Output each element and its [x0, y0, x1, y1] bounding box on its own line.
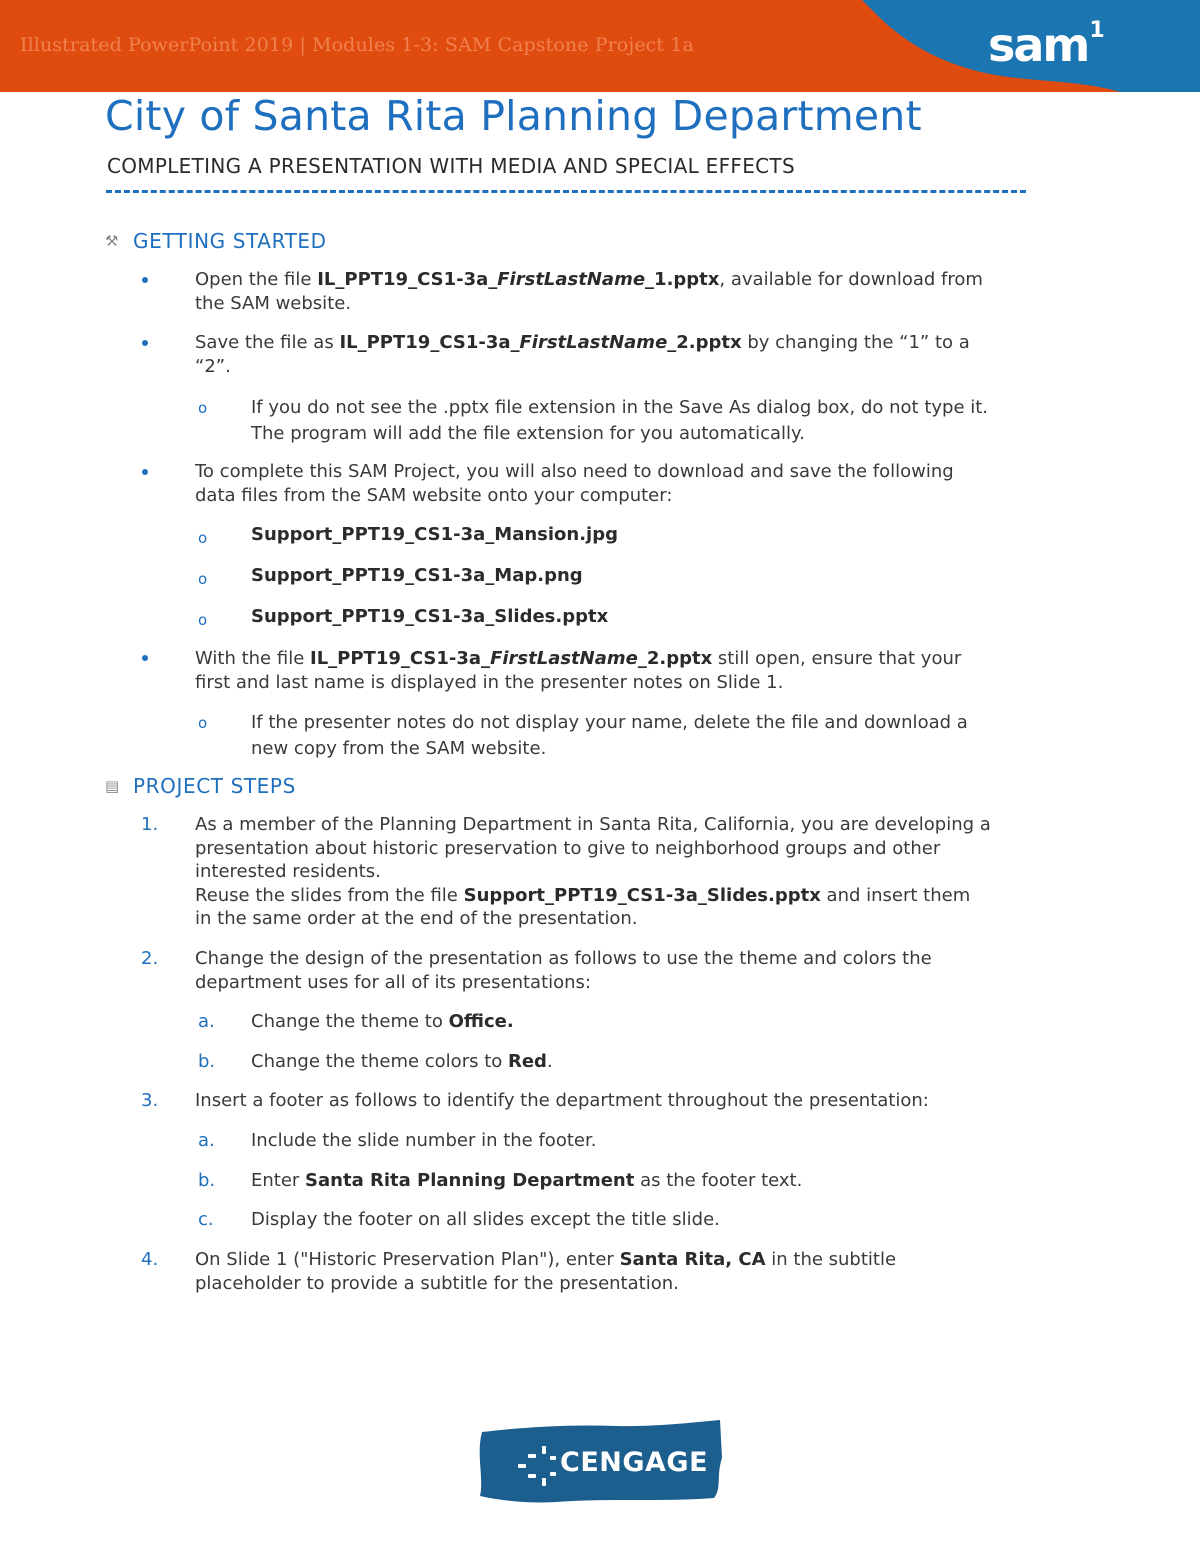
step-number: 2.	[141, 948, 159, 969]
list-item: On Slide 1 ("Historic Preservation Plan"), enter Santa Rita, CA in the subtitle placeholder to provide a subtitle for the presentation.	[195, 1249, 897, 1294]
list-item: Insert a footer as follows to identify the department throughout the presentation:	[195, 1090, 929, 1111]
step-letter: b.	[198, 1051, 216, 1072]
tools-icon: ⚒	[105, 232, 120, 250]
step-number: 1.	[141, 814, 159, 835]
bullet-icon	[142, 277, 148, 283]
page-title: City of Santa Rita Planning Department	[105, 92, 922, 140]
sub-bullet-icon: o	[198, 399, 208, 417]
bullet-icon	[142, 655, 148, 661]
bullet-icon	[142, 340, 148, 346]
step-letter: c.	[198, 1209, 214, 1230]
list-item: Open the file IL_PPT19_CS1-3a_FirstLastName_1.pptx, available for download from the SAM website.	[195, 269, 983, 314]
section-getting-started: ⚒ GETTING STARTED	[105, 229, 327, 253]
step-letter: b.	[198, 1170, 216, 1191]
list-item: Save the file as IL_PPT19_CS1-3a_FirstLastName_2.pptx by changing the “1” to a “2”.	[195, 332, 970, 377]
list-item: Support_PPT19_CS1-3a_Map.png	[251, 565, 583, 586]
list-item: Change the theme to Office.	[251, 1011, 514, 1032]
list-item: With the file IL_PPT19_CS1-3a_FirstLastName_2.pptx still open, ensure that your first and last name is displayed in the presenter notes on Slide 1.	[195, 648, 962, 693]
sub-bullet-icon: o	[198, 529, 208, 547]
list-item: To complete this SAM Project, you will also need to download and save the following data files from the SAM website onto your computer:	[195, 461, 954, 506]
sam-logo: sam$^1$	[988, 18, 1103, 72]
list-item: Change the theme colors to Red.	[251, 1051, 553, 1072]
clipboard-icon: ▤	[105, 777, 120, 795]
list-item: As a member of the Planning Department in Santa Rita, California, you are developing a presentation about historic preservation to give to neighborhood groups and other interested residents. Reuse the slides from the file Support_PPT19_CS1-3a_Slides.pptx and insert them in the same order at the end of the presentation.	[195, 814, 991, 929]
list-item: Include the slide number in the footer.	[251, 1130, 597, 1151]
list-item: If the presenter notes do not display your name, delete the file and download a new copy from the SAM website.	[251, 712, 968, 759]
sub-bullet-icon: o	[198, 570, 208, 588]
section-project-steps: ▤ PROJECT STEPS	[105, 774, 296, 798]
page-subtitle: COMPLETING A PRESENTATION WITH MEDIA AND SPECIAL EFFECTS	[107, 154, 795, 178]
list-item: If you do not see the .pptx file extension in the Save As dialog box, do not type it. The program will add the file extension for you automatically.	[251, 397, 989, 444]
cengage-logo-text: CENGAGE	[560, 1447, 709, 1478]
sub-bullet-icon: o	[198, 611, 208, 629]
step-letter: a.	[198, 1130, 215, 1151]
list-item: Change the design of the presentation as follows to use the theme and colors the department uses for all of its presentations:	[195, 948, 932, 993]
bullet-icon	[142, 469, 148, 475]
header-banner	[0, 0, 1200, 92]
list-item: Support_PPT19_CS1-3a_Slides.pptx	[251, 606, 609, 627]
list-item: Support_PPT19_CS1-3a_Mansion.jpg	[251, 524, 618, 545]
list-item: Enter Santa Rita Planning Department as the footer text.	[251, 1170, 803, 1191]
step-letter: a.	[198, 1011, 215, 1032]
dashed-divider	[106, 190, 1026, 193]
banner-title: Illustrated PowerPoint 2019 | Modules 1-3: SAM Capstone Project 1a	[20, 34, 694, 56]
list-item: Display the footer on all slides except the title slide.	[251, 1209, 720, 1230]
sub-bullet-icon: o	[198, 714, 208, 732]
step-number: 3.	[141, 1090, 159, 1111]
step-number: 4.	[141, 1249, 159, 1270]
